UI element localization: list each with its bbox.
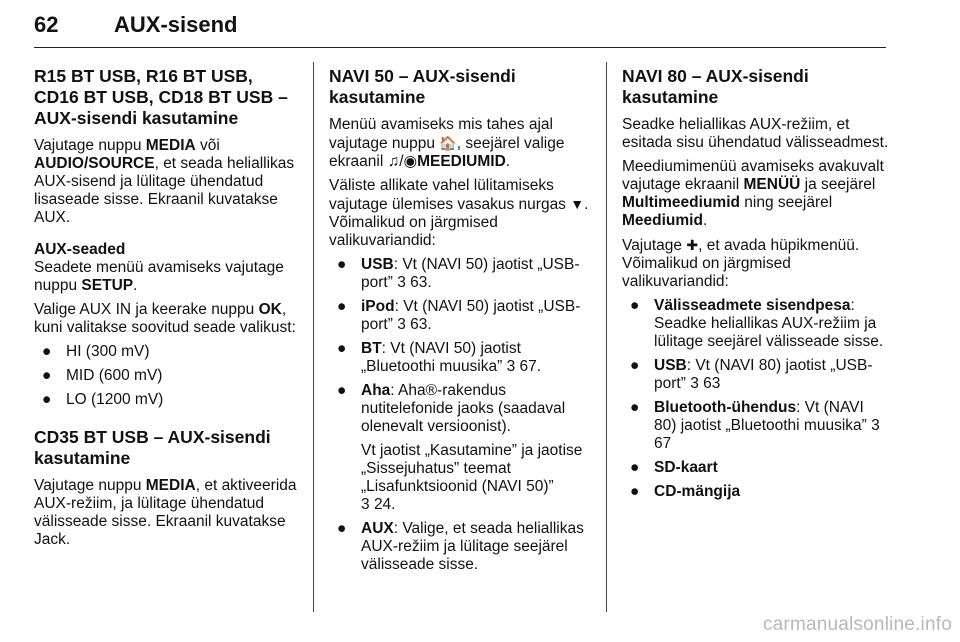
bullet-icon: ●	[337, 298, 347, 315]
button-name: MEDIA	[145, 477, 196, 494]
button-name: OK	[258, 301, 282, 318]
ref-arrow-icon: 3	[871, 417, 880, 434]
list-item: ● LO (1200 mV)	[42, 391, 164, 408]
header-rule	[34, 47, 886, 48]
column-3	[622, 66, 890, 507]
section-heading: NAVI 50 – AUX-sisendi kasutamine	[329, 66, 516, 107]
list-item: ● Aha: Aha®-rakendus nutitelefonide jaoks (saadaval olenevalt versioonist).	[337, 382, 566, 435]
list-item: ● Bluetooth-ühendus: Vt (NAVI 80) jaotist „Bluetoothi muusika” 3 67	[630, 399, 880, 452]
option-list	[34, 343, 302, 409]
down-arrow-icon: ▼	[570, 196, 585, 212]
paragraph: Väliste allikate vahel lülitamiseks vajutage ülemises vasakus nurgas ▼. Võimalikud on järgmised valikuvariandid:	[329, 177, 589, 249]
page-header	[34, 12, 886, 52]
column-divider	[606, 62, 607, 612]
ref-arrow-icon: 3	[506, 358, 516, 375]
button-name: AUDIO/SOURCE	[34, 155, 155, 172]
bullet-icon: ●	[630, 357, 640, 374]
plus-icon: ✚	[686, 237, 699, 253]
column-divider	[313, 62, 314, 612]
list-item: ● BT: Vt (NAVI 50) jaotist „Bluetoothi muusika” 3 67.	[337, 340, 542, 375]
list-item: ● MID (600 mV)	[42, 367, 163, 384]
ref-arrow-icon: 3	[397, 274, 406, 291]
menu-name: MEEDIUMID	[417, 153, 506, 170]
list-item: ● Välisseadmete sisendpesa: Seadke heliallikas AUX-režiim ja lülitage seejärel välisseade sisse.	[630, 297, 884, 350]
bullet-icon: ●	[42, 343, 52, 360]
ref-arrow-icon: 3	[690, 375, 699, 392]
ref-arrow-icon: 3	[397, 316, 406, 333]
source-list	[329, 520, 597, 574]
bullet-icon: ●	[630, 459, 640, 476]
section-heading: R15 BT USB, R16 BT USB, CD16 BT USB, CD18 BT USB – AUX-sisendi kasutamine	[34, 66, 288, 128]
column-2	[329, 66, 597, 580]
bullet-icon: ●	[42, 367, 52, 384]
bullet-icon: ●	[630, 399, 640, 416]
bullet-icon: ●	[337, 382, 347, 399]
home-icon: 🏠	[439, 135, 457, 151]
source-list	[329, 256, 597, 436]
section-heading: NAVI 80 – AUX-sisendi kasutamine	[622, 66, 809, 107]
list-item: ● CD-mängija	[630, 483, 741, 500]
page-number: 62	[34, 12, 59, 37]
paragraph: Meediumimenüü avamiseks avakuvalt vajutage ekraanil MENÜÜ ja seejärel Multimeediumid ning seejärel Meediumid.	[622, 158, 884, 229]
paragraph: Menüü avamiseks mis tahes ajal vajutage nuppu 🏠, seejärel valige ekraanil ♫/◉MEEDIUMID.	[329, 116, 565, 170]
bullet-icon: ●	[337, 256, 347, 273]
disc-icon: ◉	[403, 153, 418, 170]
paragraph: Vajutage ✚, et avada hüpikmenüü. Võimalikud on järgmised valikuvariandid:	[622, 237, 860, 290]
option-list	[622, 297, 890, 501]
watermark: carmanualsonline.info	[762, 614, 952, 635]
list-item: ● SD-kaart	[630, 459, 718, 476]
list-item: ● HI (300 mV)	[42, 343, 150, 360]
music-icon: ♫/	[387, 153, 404, 170]
bullet-icon: ●	[630, 297, 640, 314]
bullet-icon: ●	[42, 391, 52, 408]
paragraph: Seadete menüü avamiseks vajutage nuppu SETUP.	[34, 259, 284, 294]
column-1	[34, 66, 302, 555]
sub-paragraph: Vt jaotist „Kasutamine” ja jaotise „Sissejuhatus” teemat „Lisafunktsioonid (NAVI 50)” 3 24.	[361, 442, 583, 513]
bullet-icon: ●	[630, 483, 640, 500]
button-name: MEDIA	[145, 137, 196, 154]
paragraph: Vajutage nuppu MEDIA, et aktiveerida AUX-režiim, ja lülitage ühendatud välisseade sisse. Ekraanil kuvatakse Jack.	[34, 477, 297, 548]
subheading: AUX-seaded	[34, 241, 126, 258]
paragraph: Seadke heliallikas AUX-režiim, et esitada sisu ühendatud välisseadmest.	[622, 116, 889, 151]
list-item: ● iPod: Vt (NAVI 50) jaotist „USB-port” 3 63.	[337, 298, 581, 333]
list-item: ● USB: Vt (NAVI 80) jaotist „USB-port” 3 63	[630, 357, 873, 392]
button-name: SETUP	[81, 277, 134, 294]
bullet-icon: ●	[337, 520, 347, 537]
page-title: AUX-sisend	[114, 12, 238, 37]
ref-arrow-icon: 3	[361, 496, 370, 513]
bullet-icon: ●	[337, 340, 347, 357]
list-item: ● AUX: Valige, et seada heliallikas AUX-režiim ja lülitage seejärel välisseade sisse.	[337, 520, 584, 573]
section-heading: CD35 BT USB – AUX-sisendi kasutamine	[34, 427, 271, 468]
paragraph: Valige AUX IN ja keerake nuppu OK, kuni valitakse soovitud seade valikust:	[34, 301, 296, 336]
list-item: ● USB: Vt (NAVI 50) jaotist „USB-port” 3 63.	[337, 256, 580, 291]
paragraph: Vajutage nuppu MEDIA või AUDIO/SOURCE, et seada heliallikas AUX-sisend ja lülitage ühendatud lisaseade sisse. Ekraanil kuvatakse AUX.	[34, 137, 295, 226]
